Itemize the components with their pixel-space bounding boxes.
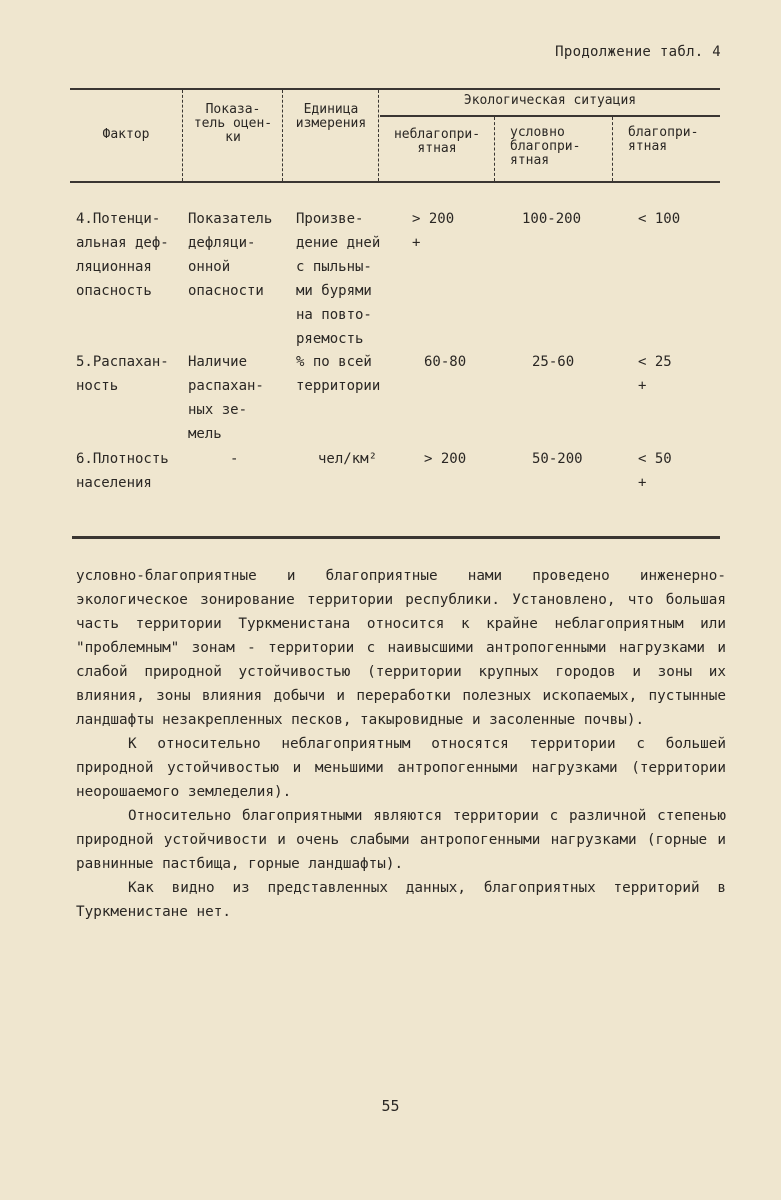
row6-favorable: < 50 + bbox=[638, 451, 672, 491]
page-number: 55 bbox=[381, 1097, 400, 1115]
paragraph: Как видно из представленных данных, благоприятных территорий в Туркменистане нет. bbox=[76, 880, 726, 920]
row5-unfavorable: 60-80 bbox=[424, 354, 467, 370]
header-conditional: условно благопри- ятная bbox=[510, 125, 581, 168]
header-ecological-situation: Экологическая ситуация bbox=[463, 93, 637, 108]
row6-indicator: - bbox=[230, 451, 239, 467]
row6-unfavorable: > 200 bbox=[424, 451, 467, 467]
header-favorable: благопри- ятная bbox=[628, 125, 699, 154]
row4-factor: 4.Потенци- альная деф- ляционная опасность bbox=[76, 211, 169, 299]
paragraph: условно-благоприятные и благоприятные нами проведено инженерно-экологическое зонирование территории республики. Установлено, что большая часть территории Туркменистана относится к крайне неблагоприятным или "проблемным" зонам - территории с наивысшими антропогенными нагрузками и слабой природной устойчивостью (территории крупных городов и зоны их влияния, зоны влияния добычи и переработки полезных ископаемых, пустынные ландшафты незакрепленных песков, такыровидные и засоленные почвы). bbox=[76, 568, 726, 728]
row5-conditional: 25-60 bbox=[532, 354, 575, 370]
row4-favorable: < 100 bbox=[638, 211, 681, 227]
column-divider bbox=[494, 117, 497, 181]
row5-unit: % по всей территории bbox=[296, 354, 381, 394]
row5-favorable: < 25 + bbox=[638, 354, 672, 394]
header-indicator: Показа- тель оцен- ки bbox=[193, 102, 273, 145]
header-unit: Единица измерения bbox=[295, 102, 367, 131]
row6-conditional: 50-200 bbox=[532, 451, 583, 467]
table-top-rule bbox=[70, 88, 720, 90]
table-caption: Продолжение табл. 4 bbox=[555, 44, 721, 60]
header-factor: Фактор bbox=[102, 127, 150, 142]
row4-indicator: Показатель дефляци- онной опасности bbox=[188, 211, 273, 299]
header-bottom-rule bbox=[70, 181, 720, 183]
row6-factor: 6.Плотность населения bbox=[76, 451, 169, 491]
row4-conditional: 100-200 bbox=[522, 211, 582, 227]
column-divider bbox=[612, 117, 615, 181]
row4-unfavorable: > 200 + bbox=[412, 211, 455, 251]
row4-unit: Произве- дение дней с пыльны- ми бурями на повто- ряемость bbox=[296, 211, 381, 347]
paragraph: К относительно неблагоприятным относятся территории с большей природной устойчивостью и меньшими антропогенными нагрузками (территории неорошаемого земледелия). bbox=[76, 736, 726, 800]
row5-factor: 5.Распахан- ность bbox=[76, 354, 169, 394]
ecological-sub-rule bbox=[380, 115, 720, 117]
header-unfavorable: неблагопри- ятная bbox=[393, 127, 481, 156]
body-text bbox=[76, 564, 726, 924]
row6-unit: чел/км² bbox=[318, 451, 378, 467]
row5-indicator: Наличие распахан- ных зе- мель bbox=[188, 354, 264, 442]
table-bottom-rule bbox=[72, 536, 720, 539]
paragraph: Относительно благоприятными являются территории с различной степенью природной устойчивости и очень слабыми антропогенными нагрузками (горные и равнинные пастбища, горные ландшафты). bbox=[76, 808, 726, 872]
